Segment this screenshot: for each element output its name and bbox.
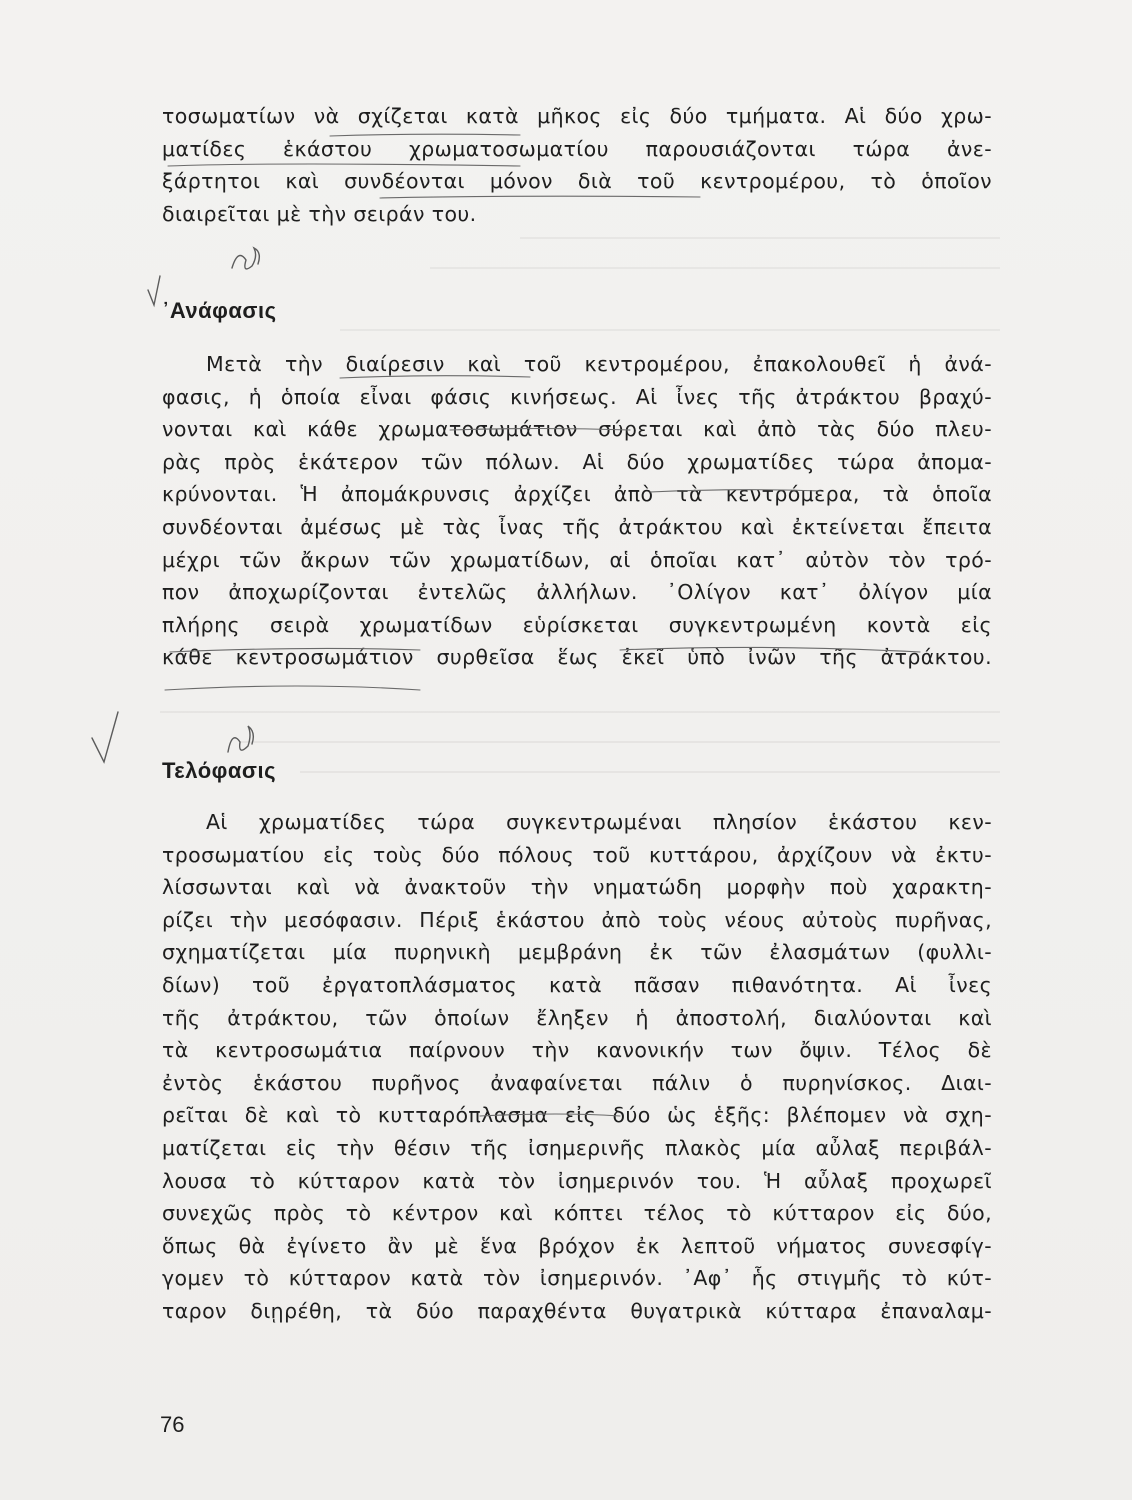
text-line: φασις, ἡ ὁποία εἶναι φάσις κινήσεως. Αἱ ἶνες τῆς ἀτράκτου βραχύ- [162,384,992,409]
text-line: λίσσωνται καὶ νὰ ἀνακτοῦν τὴν νηματώδη μορφὴν ποὺ χαρακτη- [162,875,992,900]
text-line: διαιρεῖται μὲ τὴν σειράν του. [162,201,477,226]
text-line: ἐντὸς ἑκάστου πυρῆνος ἀναφαίνεται πάλιν ὁ πυρηνίσκος. Διαι- [162,1070,992,1095]
text-line: γομεν τὸ κύτταρον κατὰ τὸν ἰσημερινόν. ᾿Αφ᾿ ἧς στιγμῆς τὸ κύτ- [162,1266,992,1291]
text-line: Αἱ χρωματίδες τώρα συγκεντρωμέναι πλησίον ἑκάστου κεν- [206,810,992,834]
scribble-icon [228,726,253,752]
text-line: συνδέονται ἀμέσως μὲ τὰς ἶνας τῆς ἀτράκτου καὶ ἐκτείνεται ἔπειτα [162,514,992,539]
paragraph-anaphasis [162,348,992,674]
text-line: νονται καὶ κάθε χρωματοσωμάτιον σύρεται καὶ ἀπὸ τὰς δύο πλευ- [162,417,992,442]
text-line: ταρον διῃρέθη, τὰ δύο παραχθέντα θυγατρικὰ κύτταρα ἐπαναλαμ- [162,1298,992,1323]
text-line: μέχρι τῶν ἄκρων τῶν χρωματίδων, αἱ ὁποῖαι κατ᾿ αὐτὸν τὸν τρό- [162,547,992,572]
paragraph-continuation [162,100,992,230]
text-line: τῆς ἀτράκτου, τῶν ὁποίων ἔληξεν ἡ ἀποστολή, διαλύονται καὶ [162,1005,992,1030]
text-line: ρὰς πρὸς ἑκάτερον τῶν πόλων. Αἱ δύο χρωματίδες τώρα ἀπομα- [162,449,992,474]
text-line: ρεῖται δὲ καὶ τὸ κυτταρόπλασμα εἰς δύο ὡς ἑξῆς: βλέπομεν νὰ σχη- [162,1103,992,1128]
scribble-icon [232,248,259,269]
text-line: δίων) τοῦ ἐργατοπλάσματος κατὰ πᾶσαν πιθανότητα. Αἱ ἶνες [162,972,992,997]
text-line: λουσα τὸ κύτταρον κατὰ τὸν ἰσημερινόν του. Ἡ αὖλαξ προχωρεῖ [162,1168,992,1193]
text-line: τροσωματίου εἰς τοὺς δύο πόλους τοῦ κυττάρου, ἀρχίζουν νὰ ἐκτυ- [162,842,992,867]
check-mark-icon [92,712,118,762]
section-heading-telophasis: Τελόφασις [162,758,277,783]
text-line: ματίδες ἑκάστου χρωματοσωματίου παρουσιάζονται τώρα ἀνε- [162,136,992,161]
text-line: ρίζει τὴν μεσόφασιν. Πέριξ ἑκάστου ἀπὸ τοὺς νέους αὐτοὺς πυρῆνας, [162,907,992,932]
paragraph-telophasis [162,806,992,1328]
page-number: 76 [160,1412,185,1437]
text-line: κρύνονται. Ἡ ἀπομάκρυνσις ἀρχίζει ἀπὸ τὰ κεντρόμερα, τὰ ὁποῖα [162,482,992,507]
text-line: τοσωματίων νὰ σχίζεται κατὰ μῆκος εἰς δύο τμήματα. Αἱ δύο χρω- [162,104,992,128]
check-mark-icon [148,276,160,305]
text-line: σχηματίζεται μία πυρηνικὴ μεμβράνη ἐκ τῶν ἐλασμάτων (φυλλι- [162,940,992,965]
text-line: συνεχῶς πρὸς τὸ κέντρον καὶ κόπτει τέλος τὸ κύτταρον εἰς δύο, [162,1201,992,1226]
text-line: κάθε κεντροσωμάτιον συρθεῖσα ἕως ἐκεῖ ὑπὸ ἰνῶν τῆς ἀτράκτου. [162,645,992,670]
text-line: πλήρης σειρὰ χρωματίδων εὑρίσκεται συγκεντρωμένη κοντὰ εἰς [162,612,992,637]
section-heading-anaphasis: ᾿Ανάφασις [162,298,277,323]
text-line: ξάρτητοι καὶ συνδέονται μόνον διὰ τοῦ κεντρομέρου, τὸ ὁποῖον [162,169,992,194]
text-line: ματίζεται εἰς τὴν θέσιν τῆς ἰσημερινῆς πλακὸς μία αὖλαξ περιβάλ- [162,1135,992,1160]
text-line: ὅπως θὰ ἐγίνετο ἂν μὲ ἕνα βρόχον ἐκ λεπτοῦ νήματος συνεσφίγ- [162,1233,992,1258]
underline-mark [165,686,420,690]
text-line: τὰ κεντροσωμάτια παίρνουν τὴν κανονικήν των ὄψιν. Τέλος δὲ [162,1038,992,1063]
text-line: Μετὰ τὴν διαίρεσιν καὶ τοῦ κεντρομέρου, ἐπακολουθεῖ ἡ ἀνά- [206,352,992,376]
text-line: πον ἀποχωρίζονται ἐντελῶς ἀλλήλων. ᾿Ολίγον κατ᾿ ὀλίγον μία [162,580,992,605]
